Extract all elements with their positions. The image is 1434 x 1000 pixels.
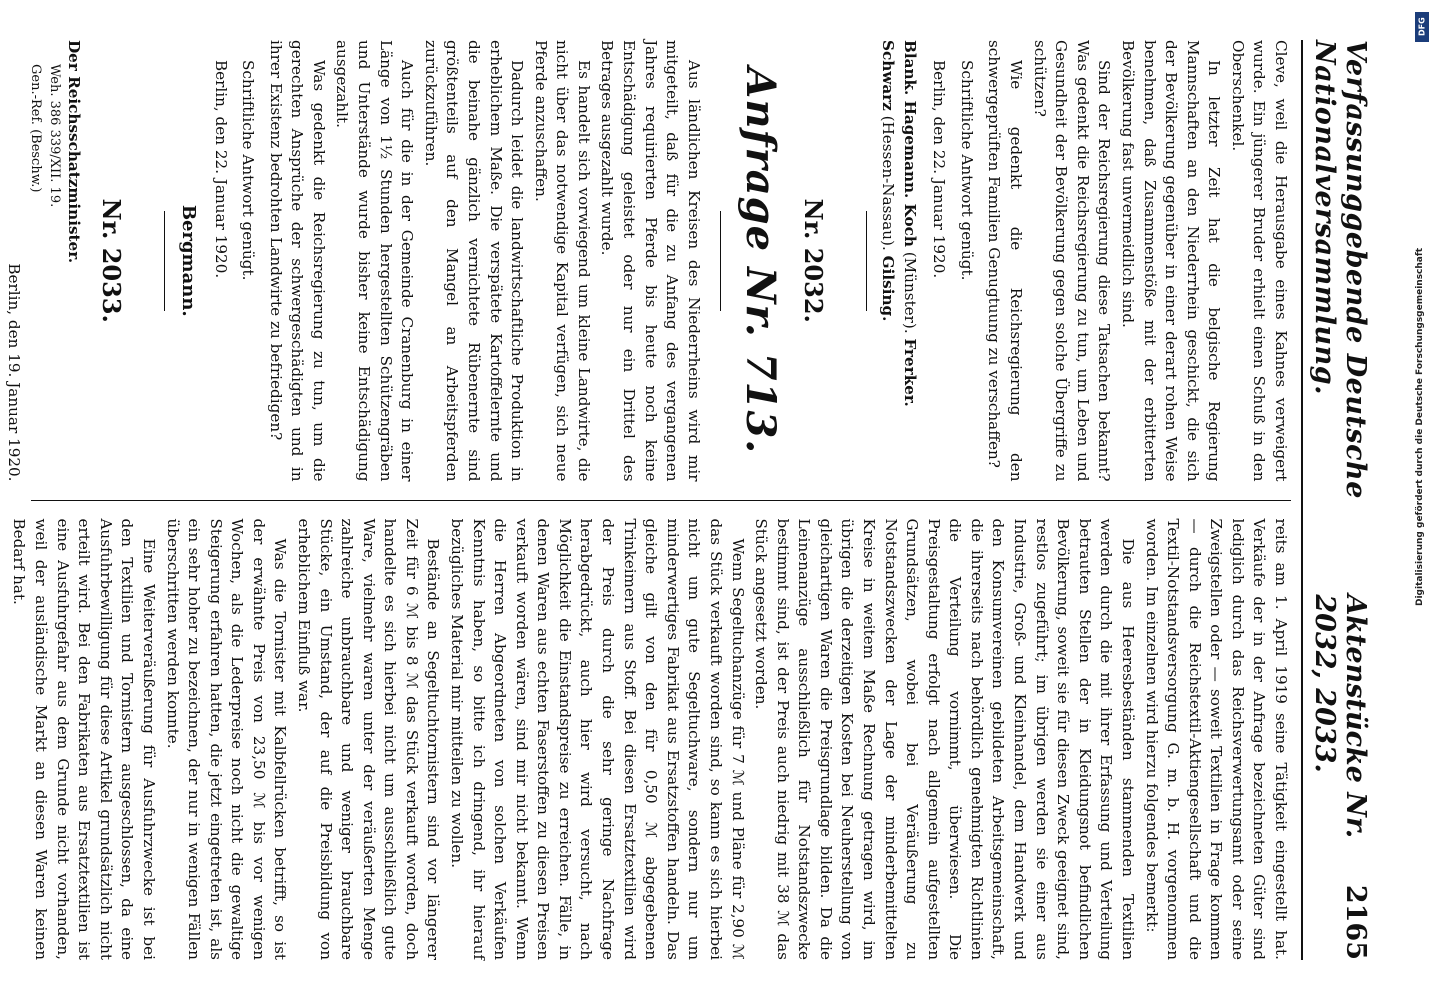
left-column xyxy=(4,40,1291,482)
page-header xyxy=(1301,40,1371,960)
digitization-text: Digitalisierung gefördert durch die Deutsche Forschungsgemeinschaft xyxy=(1415,247,1425,606)
paragraph: Sind der Reichsregierung diese Tatsachen bekannt? Was gedenkt die Reichsregierung zu tun, um Leben und Gesundheit der Bevölkerung gegen solche Übergriffe zu schützen? xyxy=(1030,40,1114,482)
paragraph: Wenn Segeltuchanzüge für 7 ℳ und Pläne für 2,90 ℳ das Stück verkauft worden sind, so kann es sich hierbei nicht um gute Segeltuchware, sondern nur um minderwertiges Fabrikat aus Ersatzstoffen handeln. Das gleiche gilt von den für 0,50 ℳ abgegebenen Trinkeimern aus Stoff. Bei diesen Ersatztextilien wird der Preis durch die sehr geringe Nachfrage herabgedrückt, auch hier wird versucht, nach Möglichkeit die Einstandspreise zu erreichen. Fälle, in denen Waren aus echten Faserstoffen zu diesen Preisen verkauft worden wären, sind mir nicht bekannt. Wenn die Herren Abgeordneten von solchen Verkäufen Kenntnis haben, so bitte ich dringend, ihr hierauf bezügliches Material mir mitteilen zu wollen. xyxy=(448,518,747,960)
date-line: Berlin, den 19. Januar 1920. xyxy=(4,263,23,482)
section-heading: Anfrage Nr. 713. xyxy=(736,67,784,455)
answer-note: Schriftliche Antwort genügt. xyxy=(239,60,258,281)
paragraph: Cleve, weil die Herausgabe eines Kahnes verweigert wurde. Ein jüngerer Bruder erhielt einen Schuß in den Oberschenkel. xyxy=(1228,40,1290,482)
paragraph: Auch für die in der Gemeinde Cranenburg in einer Länge von 1½ Stunden hergestellten Schützengräben und Unterstände wurde bisher keine Entschädigung ausgezahlt. xyxy=(333,40,417,482)
column-rule xyxy=(31,500,1291,501)
document-references: Aktenstücke Nr. 2032, 2033. xyxy=(1309,594,1371,839)
reference-line: Gen.-Ref. (Beschw.) xyxy=(28,64,44,193)
answer-note: Schriftliche Antwort genügt. xyxy=(957,60,976,281)
reference-line: Weh. 386 339/XII. 19. xyxy=(46,64,62,208)
section-number: Nr. 2033. xyxy=(97,198,127,323)
date-line: Berlin, den 22. Januar 1920. xyxy=(211,60,230,279)
digitization-note xyxy=(1414,10,1430,990)
signatory-names: Schwarz xyxy=(879,40,898,111)
divider xyxy=(720,211,721,311)
paragraph: Dadurch leidet die landwirtschaftliche Produktion in erheblichem Maße. Die verspätete Kartoffelernte und die beinahe gänzlich vernichtete Rübenernte sind größtenteils auf den Mangel an Arbeitspferden zurückzuführen. xyxy=(421,40,527,482)
signatory-region: (Hessen-Nassau). xyxy=(879,110,898,256)
paragraph: Aus ländlichen Kreisen des Niederrheins wird mir mitgeteilt, daß für die zu Anfang des vergangenen Jahres requirierten Pferde bis heute noch keine Entschädigung geleistet oder nur ein Drittel des Betrages ausgezahlt wurde. xyxy=(598,40,703,482)
signatory-region: (Münster). xyxy=(900,246,919,339)
paragraph: Wie gedenkt die Reichsregierung den schwergeprüften Familien Genugtuung zu verschaffen? xyxy=(985,40,1026,482)
signatory: Bergmann. xyxy=(178,204,199,317)
divider xyxy=(866,211,867,311)
signatory-names: Blank. Hagemann. Koch xyxy=(900,40,919,247)
paragraph: Die aus Heeresbeständen stammenden Textilien werden durch die mit ihrer Erfassung und Verteilung betrauten Stellen der in Kleidungsnot befindlichen Bevölkerung, soweit sie für diesen Zweck geeignet sind, restlos zugeführt; im übrigen werden sie einer aus Industrie, Groß- und Kleinhandel, dem Handwerk und den Konsumvereinen gebildeten Arbeitsgemeinschaft, die ihrerseits nach behördlich genehmigten Richtlinien die Verteilung vornimmt, überwiesen. Die Preisgestaltung erfolgt nach allgemein aufgestellten Grundsätzen, wobei bei Veräußerung zu Notstandszwecken der Lage der minderbemittelten Kreise in weitem Maße Rechnung getragen wird, im übrigen die derzeitigen Kosten bei Neuherstellung von gleichartigen Waren die Preisgrundlage bilden. Da die Leinenanzüge ausschließlich für Notstandszwecke bestimmt sind, ist der Preis auch niedrig mit 38 ℳ das Stück angesetzt worden. xyxy=(752,518,1137,960)
sender-title: Der Reichsschatzminister. xyxy=(65,40,84,264)
signatory-names: Gilsing. xyxy=(879,255,898,322)
paragraph: reits am 1. April 1919 seine Tätigkeit eingestellt hat. Verkäufe der in der Anfrage bezeichneten Güter sind lediglich durch das Reichsverwertungsamt oder seine Zweigstellen oder — soweit Textilien in Frage kommen — durch die Reichstextil-Aktiengesellschaft und die Textil-Notstandsversorgung G. m. b. H. vorgenommen worden. Im einzelnen wird hierzu folgendes bemerkt: xyxy=(1142,518,1290,960)
page-number: 2165 xyxy=(1340,884,1371,960)
dfg-logo: DFG xyxy=(1415,12,1429,42)
paragraph: Was gedenkt die Reichsregierung zu tun, um die gerechten Ansprüche der schwergeschädigten und in ihrer Existenz bedrohten Landwirte zu befriedigen? xyxy=(266,40,328,482)
text-columns xyxy=(4,40,1291,960)
page-title: Verfassunggebende Deutsche Nationalversammlung. xyxy=(1309,40,1371,499)
paragraph: Eine Weiterveräußerung für Ausfuhrzwecke ist bei den Textilien und Tornistern ausgeschlossen, da eine Ausfuhrbewilligung für diese Artikel grundsätzlich nicht erteilt wird. Bei den Fabrikaten aus Ersatztextilien ist eine Ausfuhrgefahr aus dem Grunde nicht vorhanden, weil der ausländische Markt an diesen Waren keinen Bedarf hat. xyxy=(10,518,158,960)
paragraph: In letzter Zeit hat die belgische Regierung Mannschaften an den Niederrhein geschickt, die sich der Bevölkerung gegenüber in einer derart rohen Weise benehmen, daß Zusammenstöße mit der erbitterten Bevölkerung fast unvermeidlich sind. xyxy=(1118,40,1224,482)
divider xyxy=(164,211,165,311)
paragraph: Bestände an Segeltuchtornistern sind vor längerer Zeit für 6 ℳ bis 8 ℳ das Stück verkauft worden, doch handelte es sich hierbei nicht um ausschließlich gute Ware, vielmehr waren unter der veräußerten Menge zahlreiche unbrauchbare und weniger brauchbare Stücke, ein Umstand, der auf die Preisbildung von erheblichem Einfluß war. xyxy=(294,518,443,960)
signatory-names: Frerker. xyxy=(900,338,919,407)
section-number: Nr. 2032. xyxy=(798,198,828,323)
right-column xyxy=(10,518,1291,960)
signatories xyxy=(877,40,920,482)
date-line: Berlin, den 22. Januar 1920. xyxy=(930,60,949,279)
paragraph: Was die Tornister mit Kalbfellrücken betrifft, so ist der erwähnte Preis von 23,50 ℳ bis vor wenigen Wochen, als die Lederpreise noch nicht die gewaltige Steigerung erfahren hatten, die jetzt eingetreten ist, als ein sehr hoher zu bezeichnen, der nur in wenigen Fällen überschritten werden konnte. xyxy=(163,518,290,960)
paragraph: Es handelt sich vorwiegend um kleine Landwirte, die nicht über das notwendige Kapital verfügen, sich neue Pferde anzuschaffen. xyxy=(531,40,593,482)
